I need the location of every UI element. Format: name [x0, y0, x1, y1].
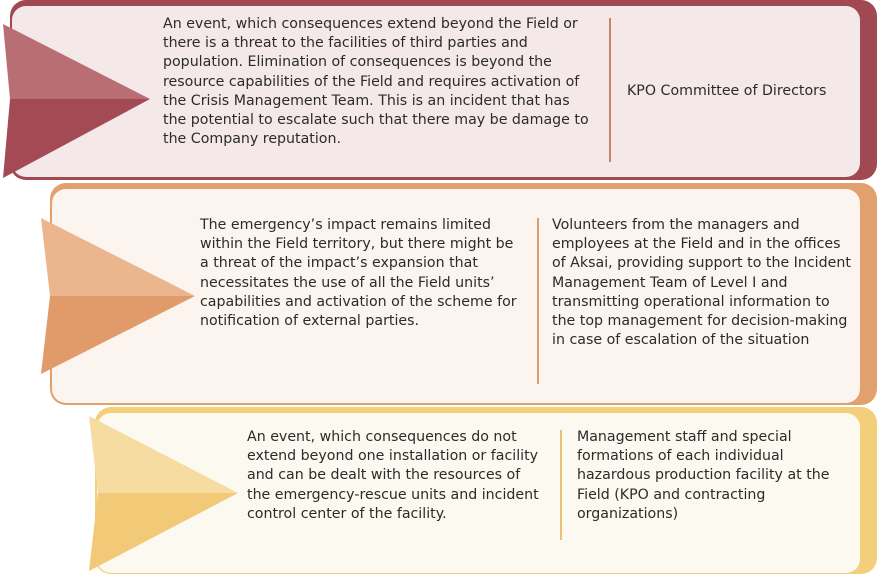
level-1-chevron-bottom: [3, 99, 150, 178]
level-3-chevron-top: [89, 416, 238, 493]
level-1-responder: KPO Committee of Directors: [627, 83, 827, 99]
level-3-responder: Management staff and special formations of each individual hazardous production facility at the Field (KPO and contracting organizations): [577, 429, 830, 522]
level-2-chevron-icon: [38, 216, 200, 376]
level-3-chevron-icon: [86, 414, 242, 574]
level-2-description: The emergency’s impact remains limited within the Field territory, but there might be a threat of the impact’s expansion that necessitates the use of all the Field units’ capabilities and activation of the scheme for notification of external parties.: [200, 217, 517, 330]
level-2-chevron-top: [41, 218, 195, 296]
level-1-divider: [609, 18, 611, 162]
level-2-divider: [537, 218, 539, 384]
level-2-responder: Volunteers from the managers and employees at the Field and in the offices of Aksai, providing support to the Incident Management Team of Level I and transmitting operational information to the top management for decision-making in case of escalation of the situation: [552, 217, 851, 349]
level-3-chevron-bottom: [89, 493, 238, 571]
level-1-chevron-icon: [0, 20, 152, 180]
level-1-chevron-top: [3, 24, 150, 99]
level-1-description: An event, which consequences extend beyond the Field or there is a threat to the facilities of third parties and population. Elimination of consequences is beyond the resource capabilities of the Field and requires activation of the Crisis Management Team. This is an incident that has the potential to escalate such that there may be damage to the Company reputation.: [163, 16, 589, 148]
level-3-divider: [560, 430, 562, 540]
level-2-chevron-bottom: [41, 296, 195, 374]
level-3-description: An event, which consequences do not extend beyond one installation or facility and can be dealt with the resources of the emergency-rescue units and incident control center of the facility.: [247, 429, 539, 522]
